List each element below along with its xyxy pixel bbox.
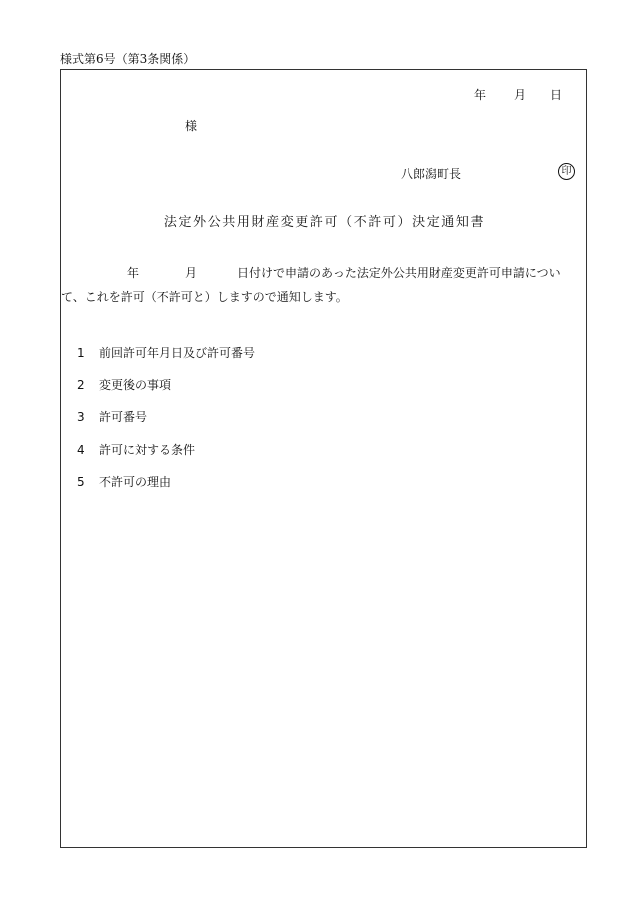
item-number: 1 (77, 346, 85, 360)
list-item (77, 378, 171, 392)
item-number: 2 (77, 378, 85, 392)
body-text-line-1 (127, 266, 561, 280)
item-label: 許可に対する条件 (99, 443, 196, 457)
form-number-label: 様式第6号（第3条関係） (60, 52, 196, 66)
item-label: 不許可の理由 (99, 475, 172, 489)
date-month-label: 月 (513, 88, 526, 102)
list-item (77, 443, 195, 457)
body-text-line-2: て、これを許可（不許可と）しますので通知します。 (61, 290, 348, 304)
body-year-label: 年 (127, 266, 140, 280)
body-text-rest: 日付けで申請のあった法定外公共用財産変更許可申請につい (237, 266, 561, 280)
list-item (77, 410, 147, 424)
document-title: 法定外公共用財産変更許可（不許可）決定通知書 (163, 215, 486, 230)
item-label: 変更後の事項 (99, 378, 172, 392)
issuer-name: 八郎潟町長 (401, 167, 462, 181)
item-label: 許可番号 (99, 410, 148, 424)
item-number: 3 (77, 410, 85, 424)
notice-form-frame (60, 69, 587, 848)
date-year-label: 年 (473, 88, 486, 102)
date-line (474, 88, 562, 102)
list-item (77, 475, 171, 489)
addressee-honorific: 様 (185, 119, 198, 133)
item-number: 5 (77, 475, 85, 489)
date-day-label: 日 (549, 88, 562, 102)
item-label: 前回許可年月日及び許可番号 (99, 346, 256, 360)
list-item (77, 346, 255, 360)
item-number: 4 (77, 443, 85, 457)
seal-mark: 印 (558, 163, 575, 180)
body-month-label: 月 (185, 266, 198, 280)
